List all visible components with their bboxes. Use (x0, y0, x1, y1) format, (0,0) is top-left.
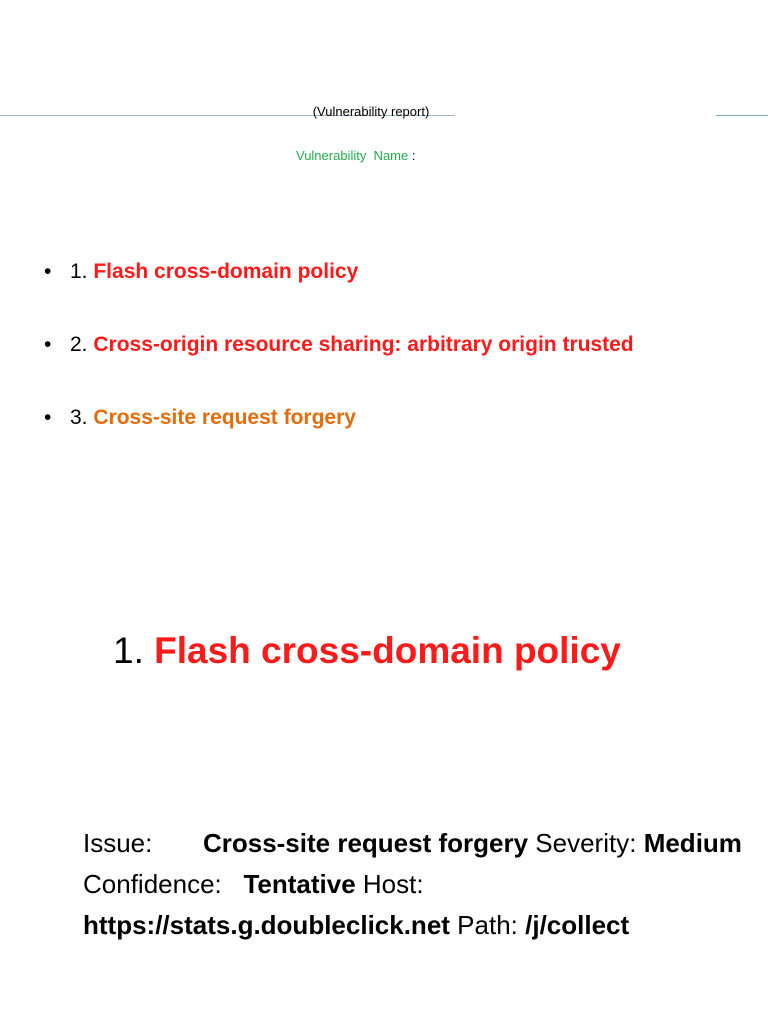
vulnerability-name-label: Vulnerability Name (296, 148, 409, 163)
vulnerability-name: Cross-origin resource sharing: arbitrary origin trusted (93, 333, 634, 356)
vulnerability-name: Flash cross-domain policy (93, 260, 359, 283)
host-value: https://stats.g.doubleclick.net (83, 910, 450, 940)
list-item (44, 404, 356, 432)
severity-value: Medium (643, 828, 742, 858)
vulnerability-name: Cross-site request forgery (93, 406, 356, 429)
issue-details (83, 823, 743, 946)
severity-label: Severity: (535, 828, 637, 858)
path-label: Path: (457, 910, 518, 940)
vulnerability-number: 3. (70, 406, 88, 429)
host-label: Host: (362, 869, 424, 899)
vulnerability-name-colon: : (411, 148, 416, 163)
bullet-icon: • (44, 333, 52, 356)
section-heading (113, 626, 621, 676)
bullet-icon: • (44, 260, 52, 283)
bullet-icon: • (44, 406, 52, 429)
confidence-value: Tentative (243, 869, 356, 899)
issue-label: Issue: (83, 828, 153, 858)
section-title: Flash cross-domain policy (154, 630, 621, 671)
vulnerability-number: 2. (70, 333, 88, 356)
issue-value: Cross-site request forgery (202, 828, 529, 858)
vulnerability-name-line (296, 147, 415, 165)
list-item (44, 331, 634, 359)
path-value: /j/collect (525, 910, 630, 940)
confidence-label: Confidence: (83, 869, 222, 899)
section-number: 1. (113, 630, 144, 671)
report-title: (Vulnerability report) (312, 104, 430, 119)
vulnerability-number: 1. (70, 260, 88, 283)
list-item (44, 258, 358, 286)
